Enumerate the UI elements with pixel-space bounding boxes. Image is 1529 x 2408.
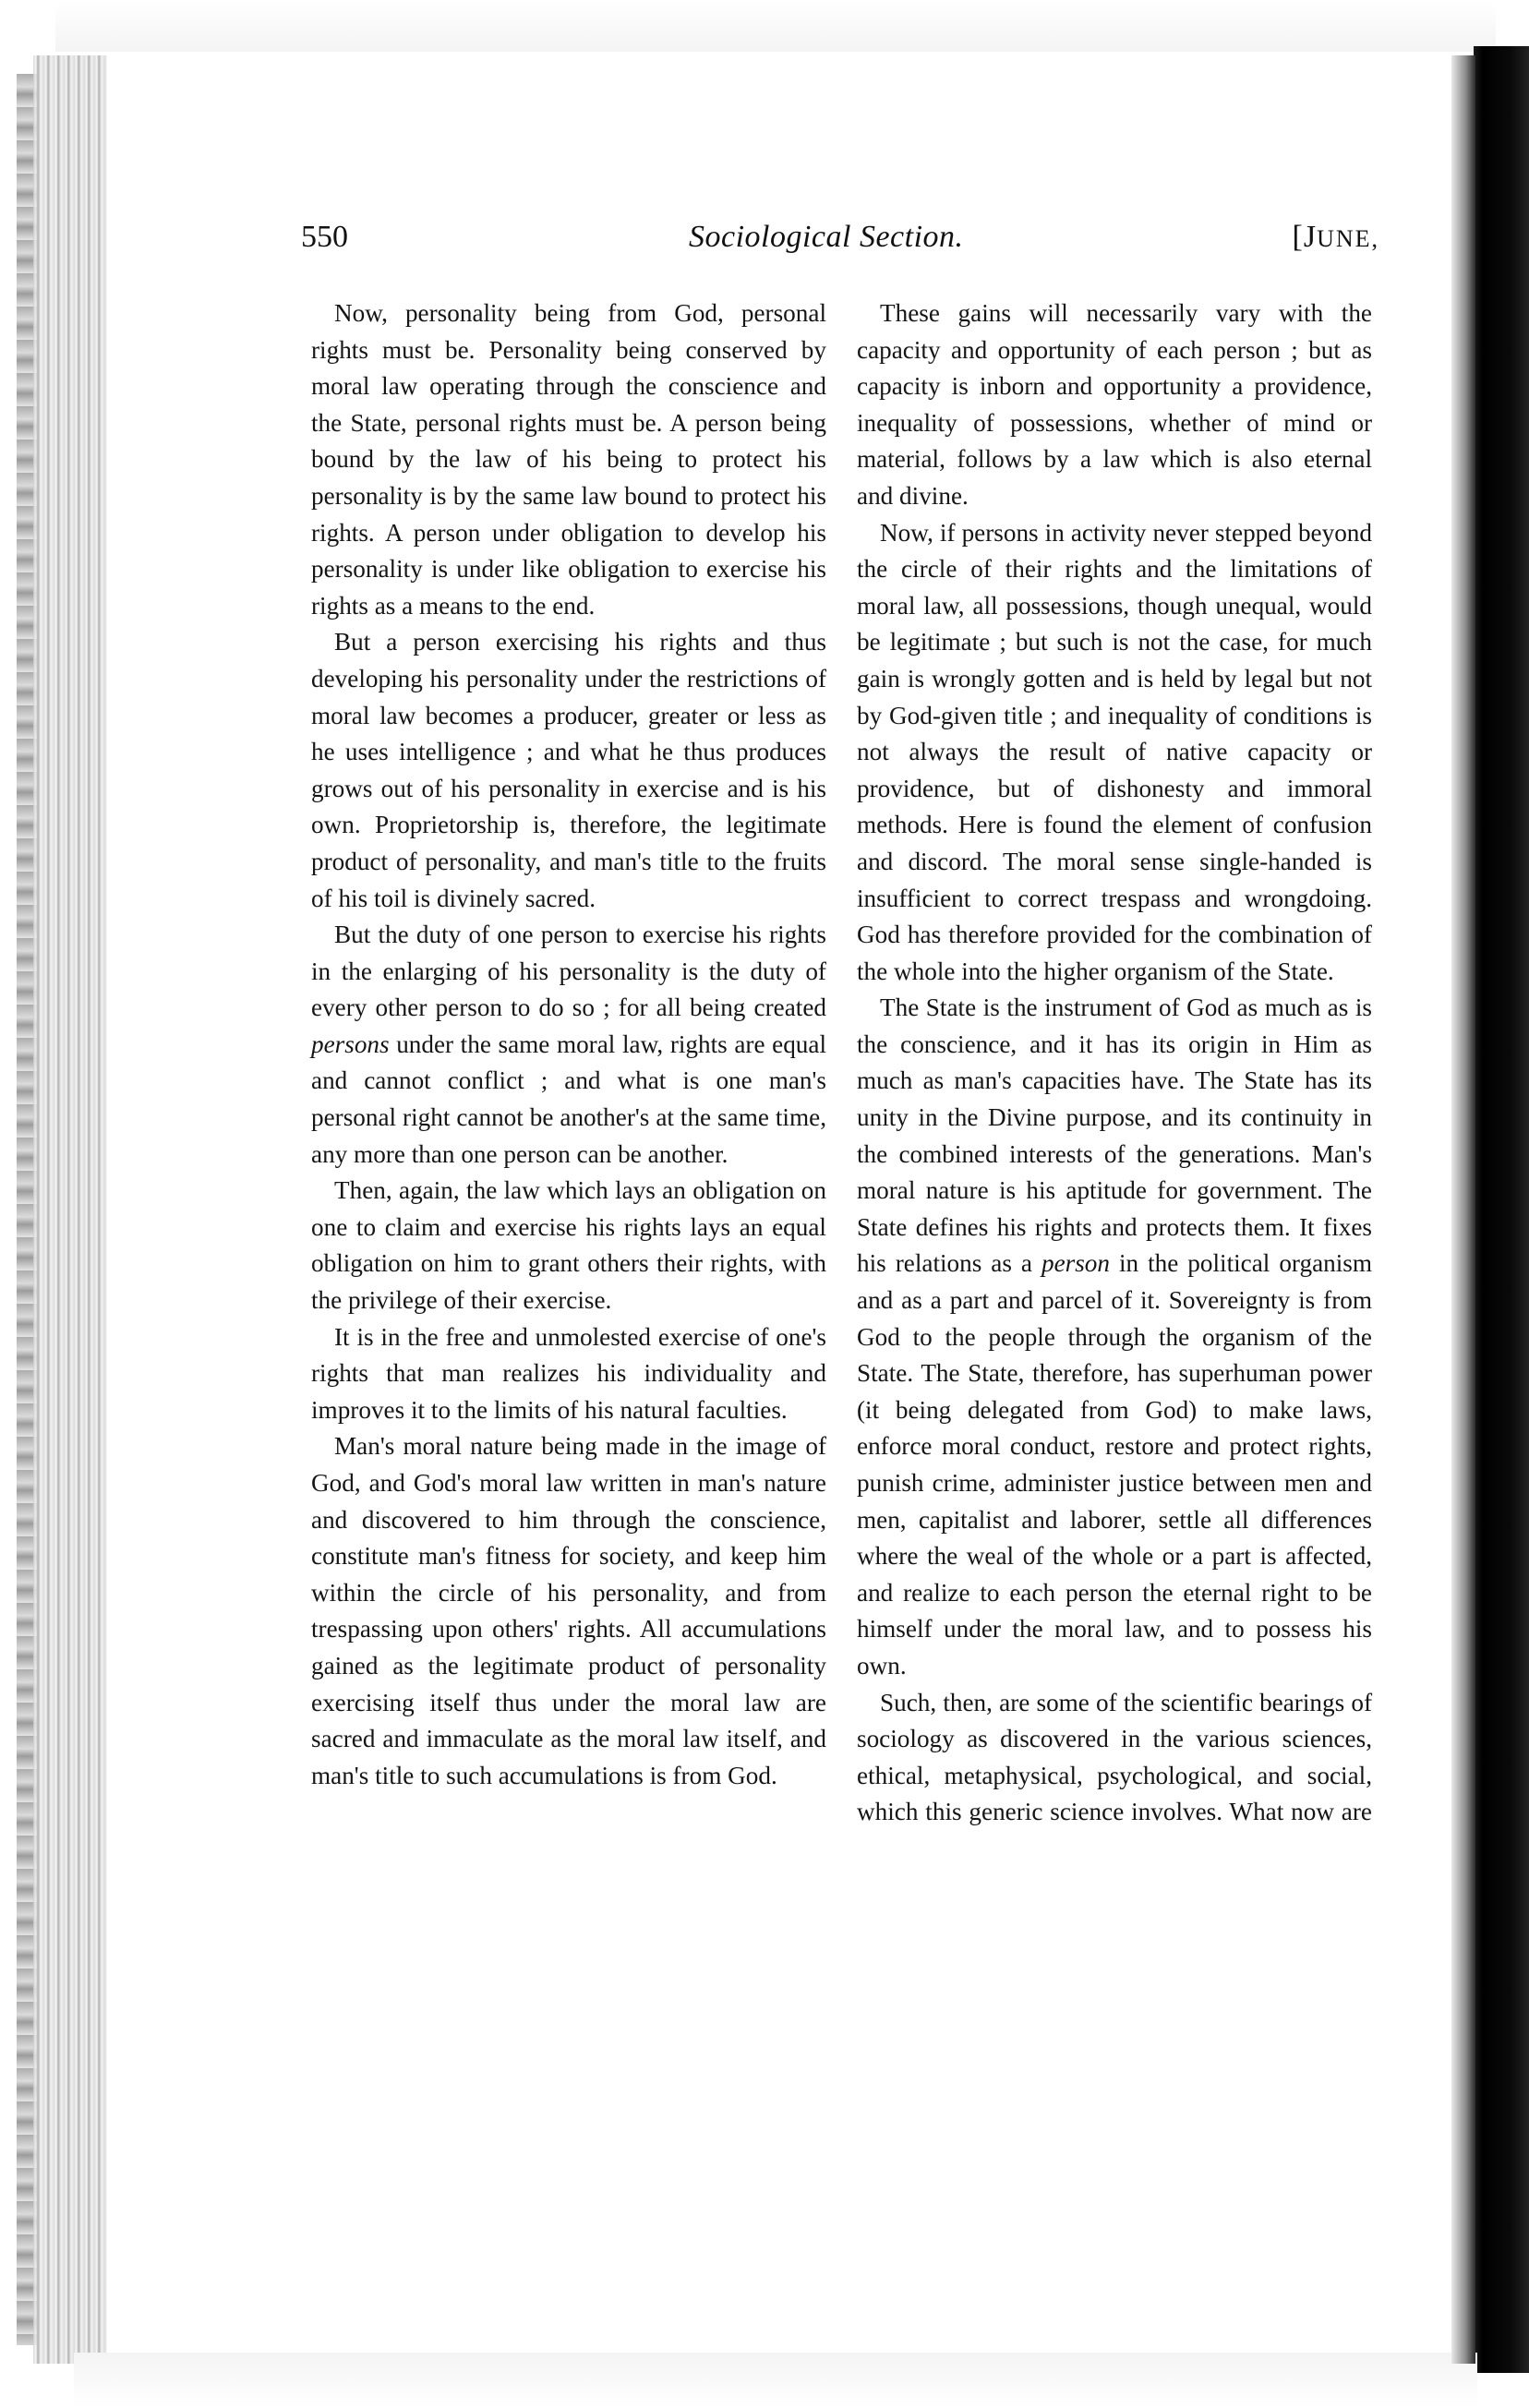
page-fold-shadow (1451, 55, 1475, 2364)
paragraph (857, 990, 1372, 1684)
running-month-smallcaps: UNE, (1317, 225, 1379, 252)
running-head (301, 220, 1379, 266)
paragraph: Now, if persons in activity never stepped beyond the circle of their rights and the limitations of moral law, all possessions, though unequal, would be legitimate ; but such is not the case, for much gain is wrongly gotten and is held by legal but not by God-given title ; and inequality of conditions is not always the result of native capacity or providence, but of dishonesty and immoral methods. Here is found the element of confusion and discord. The moral sense single-handed is insufficient to correct trespass and wrongdoing. God has therefore provided for the combination of the whole into the higher organism of the State. (857, 518, 1372, 985)
paragraph: It is in the free and unmolested exercise of one's rights that man realizes his individuality and improves it to the limits of his natural faculties. (311, 1322, 826, 1424)
stacked-page-edges (33, 55, 107, 2364)
paragraph: Then, again, the law which lays an obligation on one to claim and exercise his rights lays an equal obligation on him to grant others their rights, with the privilege of their exercise. (311, 1176, 826, 1315)
italic-term: person (1041, 1249, 1110, 1278)
book-gutter (1474, 46, 1529, 2373)
page-number: 550 (301, 220, 348, 254)
left-column (311, 295, 826, 1794)
italic-term: persons (311, 1029, 390, 1058)
paragraph: Man's moral nature being made in the image of God, and God's moral law written in man's nature and discovered to him through the conscience, constitute man's fitness for society, and keep him within the circle of his personality, and from trespassing upon others' rights. All accumulations gained as the legitimate product of personality exercising itself thus under the moral law are sacred and immaculate as the moral law itself, and man's title to such accumulations is from God. (311, 1432, 826, 1789)
paragraph: Now, personality being from God, personal rights must be. Personality being conserved by moral law operating through the conscience and the State, personal rights must be. A person being bound by the law of his being to protect his personality is by the same law bound to protect his rights. A person under obligation to develop his personality is under like obligation to exercise his rights as a means to the end. (311, 299, 826, 620)
paragraph: Such, then, are some of the scientific bearings of sociology as discovered in the various sciences, ethical, metaphysical, psychological, and social, which this generic science involves. What now are (857, 1688, 1372, 1826)
running-month-prefix: [J (1292, 220, 1318, 254)
paragraph: These gains will necessarily vary with the capacity and opportunity of each person ; but as capacity is inborn and opportunity a providence, inequality of possessions, whether of mind or material, follows by a law which is also eternal and divine. (857, 299, 1372, 510)
paragraph: But a person exercising his rights and thus developing his personality under the restrictions of moral law becomes a producer, greater or less as he uses intelligence ; and what he thus produces grows out of his personality in exercise and is his own. Proprietorship is, therefore, the legitimate product of personality, and man's title to the fruits of his toil is divinely sacred. (311, 628, 826, 912)
running-month (1293, 220, 1380, 255)
page-top-edge (55, 0, 1496, 52)
right-column (857, 295, 1372, 1831)
paragraph-text: The State is the instrument of God as much as is the conscience, and it has its origin in Him as much as man's capacities have. The State has its unity in the Divine purpose, and its continuity in the combined interests of the generations. Man's moral nature is his aptitude for government. The State defines his rights and protects them. It fixes his relations as a (857, 993, 1372, 1278)
page-bottom-edge (74, 2353, 1477, 2408)
paragraph-text: under the same moral law, rights are equal and cannot conflict ; and what is one man's personal right cannot be another's at the same time, any more than one person can be another. (311, 1029, 827, 1168)
running-title: Sociological Section. (689, 220, 964, 254)
paragraph-text: But the duty of one person to exercise his rights in the enlarging of his personality is the duty of every other person to do so ; for all being created (311, 921, 826, 1022)
paragraph (311, 917, 826, 1173)
paragraph-text: in the political organism and as a part and parcel of it. Sovereignty is from God to the people through the organism of the State. The State, therefore, has superhuman power (it being delegated from God) to make laws, enforce moral conduct, restore and protect rights, punish crime, administer justice between men and men, capitalist and laborer, settle all differences where the weal of the whole or a part is affected, and realize to each person the eternal right to be himself under the moral law, and to possess his own. (857, 1249, 1373, 1680)
